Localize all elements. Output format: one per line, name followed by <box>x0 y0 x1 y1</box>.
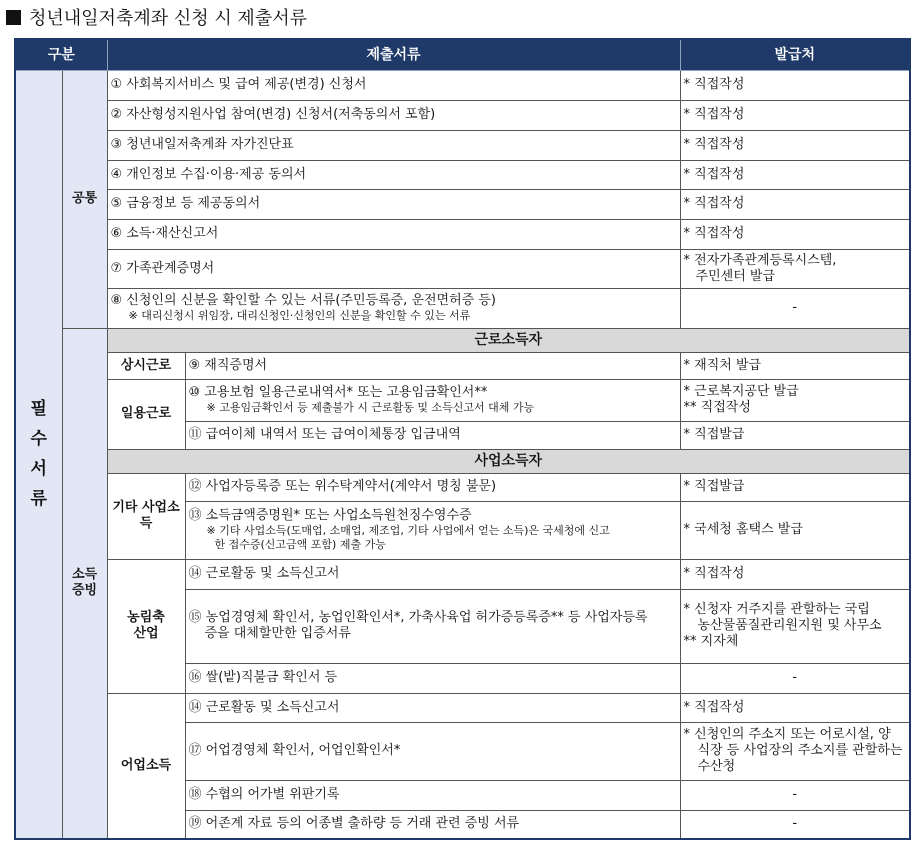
doc-1: ① 사회복지서비스 및 급여 제공(변경) 신청서 <box>107 70 680 100</box>
header-category: 구분 <box>15 39 107 70</box>
issuer-3: * 직접작성 <box>680 130 910 160</box>
common-label: 공통 <box>62 70 107 328</box>
issuer-5: * 직접작성 <box>680 189 910 219</box>
fishery-label: 어업소득 <box>107 693 185 839</box>
business-income-header: 사업소득자 <box>107 449 910 473</box>
regular-work-label: 상시근로 <box>107 352 185 379</box>
issuer-7: * 전자가족관계등록시스템, 주민센터 발급 <box>680 249 910 288</box>
income-label: 소득증빙 <box>62 328 107 839</box>
page-title <box>6 5 307 33</box>
doc-6: ⑥ 소득·재산신고서 <box>107 219 680 249</box>
issuer-17: * 신청인의 주소지 또는 어로시설, 양 식장 등 사업장의 주소지를 관할하는 수산청 <box>680 722 910 780</box>
issuer-9: * 재직처 발급 <box>680 352 910 379</box>
issuer-6: * 직접작성 <box>680 219 910 249</box>
issuer-14-fish: * 직접작성 <box>680 693 910 722</box>
daily-work-label: 일용근로 <box>107 379 185 449</box>
doc-14-farm: ⑭ 근로활동 및 소득신고서 <box>185 559 680 589</box>
header-issuer: 발급처 <box>680 39 910 70</box>
issuer-12: * 직접발급 <box>680 473 910 501</box>
issuer-16: - <box>680 663 910 693</box>
doc-9: ⑨ 재직증명서 <box>185 352 680 379</box>
title-text: 청년내일저축계좌 신청 시 제출서류 <box>29 8 307 29</box>
farm-label: 농림축산업 <box>107 559 185 693</box>
issuer-14-farm: * 직접작성 <box>680 559 910 589</box>
doc-12: ⑫ 사업자등록증 또는 위수탁계약서(계약서 명칭 불문) <box>185 473 680 501</box>
issuer-11: * 직접발급 <box>680 421 910 449</box>
doc-2: ② 자산형성지원사업 참여(변경) 신청서(저축동의서 포함) <box>107 100 680 130</box>
doc-13: ⑬ 소득금액증명원* 또는 사업소득원천징수영수증 ※ 기타 사업소득(도매업, 소매업, 제조업, 기타 사업에서 얻는 소득)은 국세청에 신고 한 접수증(신고금액 포함) 제출 가능 <box>185 501 680 559</box>
issuer-1: * 직접작성 <box>680 70 910 100</box>
issuer-10: * 근로복지공단 발급 ** 직접작성 <box>680 379 910 421</box>
issuer-15: * 신청자 거주지를 관할하는 국립 농산물품질관리원지원 및 사무소 ** 지자체 <box>680 589 910 663</box>
doc-18: ⑱ 수협의 어가별 위판기록 <box>185 780 680 810</box>
doc-14-fish: ⑭ 근로활동 및 소득신고서 <box>185 693 680 722</box>
doc-10: ⑩ 고용보험 일용근로내역서* 또는 고용임금확인서** ※ 고용임금확인서 등 제출불가 시 근로활동 및 소득신고서 대체 가능 <box>185 379 680 421</box>
doc-5: ⑤ 금융정보 등 제공동의서 <box>107 189 680 219</box>
black-square-icon <box>6 10 21 25</box>
documents-table <box>14 38 911 840</box>
issuer-8: - <box>680 288 910 328</box>
header-documents: 제출서류 <box>107 39 680 70</box>
required-label: 필수서류 <box>15 70 62 839</box>
doc-4: ④ 개인정보 수집·이용·제공 동의서 <box>107 160 680 189</box>
issuer-4: * 직접작성 <box>680 160 910 189</box>
doc-15: ⑮ 농업경영체 확인서, 농업인확인서*, 가축사육업 허가증등록증** 등 사업자등록 증을 대체할만한 입증서류 <box>185 589 680 663</box>
issuer-2: * 직접작성 <box>680 100 910 130</box>
issuer-13: * 국세청 홈택스 발급 <box>680 501 910 559</box>
other-business-label: 기타 사업소득 <box>107 473 185 559</box>
issuer-18: - <box>680 780 910 810</box>
doc-17: ⑰ 어업경영체 확인서, 어업인확인서* <box>185 722 680 780</box>
doc-19: ⑲ 어존계 자료 등의 어종별 출하량 등 거래 관련 증빙 서류 <box>185 810 680 839</box>
doc-11: ⑪ 급여이체 내역서 또는 급여이체통장 입금내역 <box>185 421 680 449</box>
earned-income-header: 근로소득자 <box>107 328 910 352</box>
doc-16: ⑯ 쌀(밭)직불금 확인서 등 <box>185 663 680 693</box>
doc-7: ⑦ 가족관계증명서 <box>107 249 680 288</box>
doc-8: ⑧ 신청인의 신분을 확인할 수 있는 서류(주민등록증, 운전면허증 등) ※ 대리신청시 위임장, 대리신청인·신청인의 신분을 확인할 수 있는 서류 <box>107 288 680 328</box>
issuer-19: - <box>680 810 910 839</box>
doc-3: ③ 청년내일저축계좌 자가진단표 <box>107 130 680 160</box>
